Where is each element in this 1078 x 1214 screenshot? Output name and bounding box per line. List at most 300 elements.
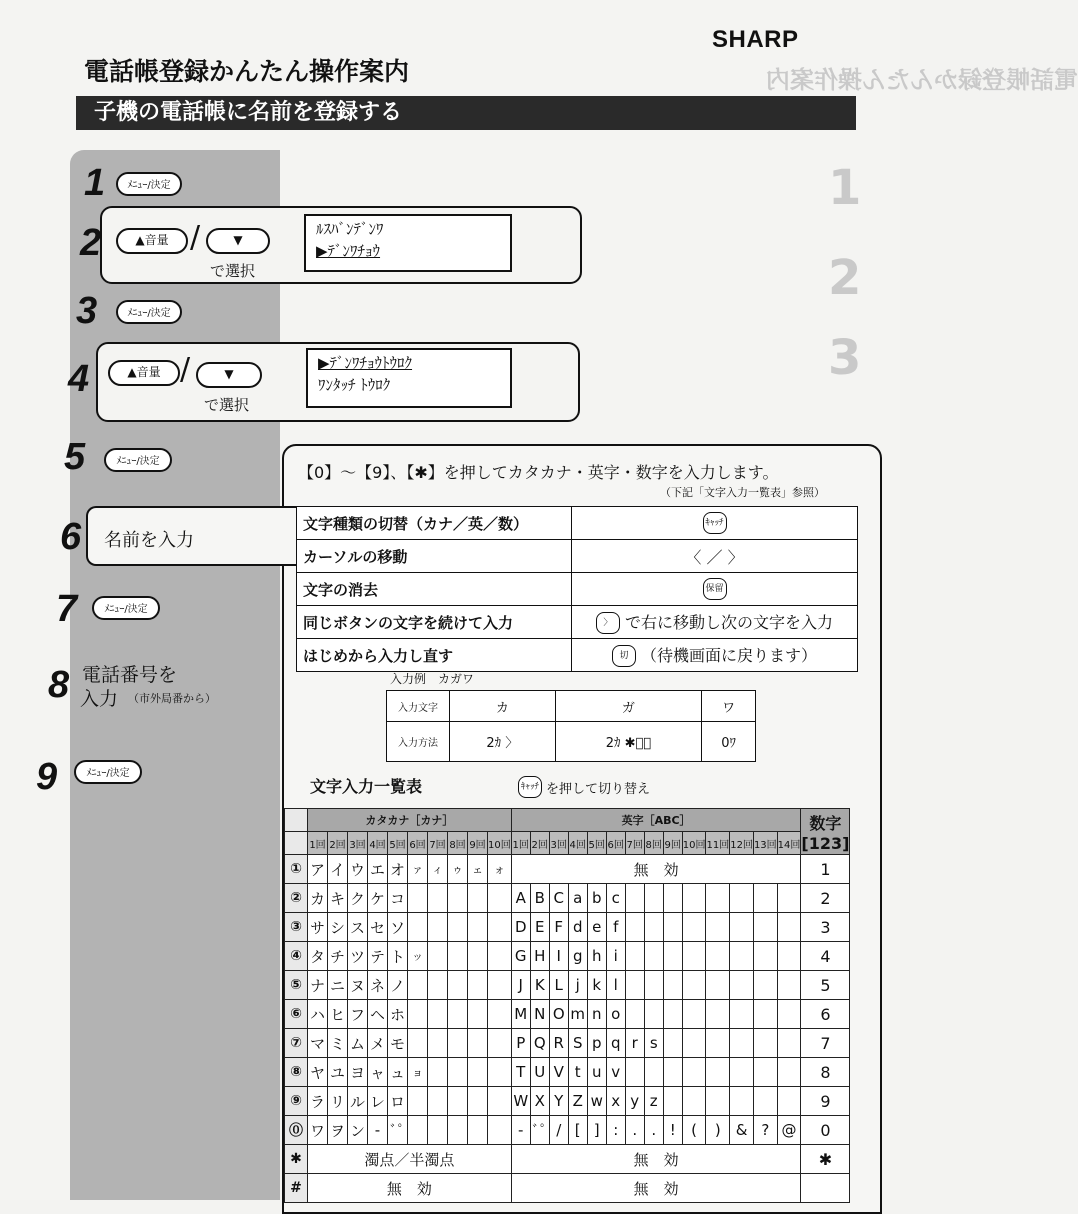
english-cell (625, 1000, 644, 1029)
english-cell (777, 1029, 801, 1058)
kana-cell: キ (328, 884, 348, 913)
kana-cell (448, 1029, 468, 1058)
kana-cell: ァ (408, 855, 428, 884)
table-row (285, 1029, 850, 1058)
kana-cell (468, 942, 488, 971)
english-cell: j (568, 971, 587, 1000)
kana-cell (448, 1116, 468, 1145)
key-cell: ⑥ (285, 1000, 308, 1029)
kana-cell: テ (368, 942, 388, 971)
english-cell (753, 1029, 777, 1058)
ghost-num: 3 (828, 330, 862, 386)
english-cell: F (549, 913, 568, 942)
press-count-header: 7回 (428, 832, 448, 855)
example-char: カ (450, 691, 556, 722)
english-cell (753, 971, 777, 1000)
kana-cell (488, 1087, 512, 1116)
english-cell: - (511, 1116, 530, 1145)
english-cell (730, 884, 754, 913)
table-row (285, 1000, 850, 1029)
volume-up-key-icon: ▲音量 (108, 360, 180, 386)
kana-cell (448, 1058, 468, 1087)
english-cell (753, 884, 777, 913)
volume-up-key-icon: ▲音量 (116, 228, 188, 254)
kana-cell: ヘ (368, 1000, 388, 1029)
english-cell (706, 1000, 730, 1029)
off-key-icon: 切 (612, 645, 636, 667)
kana-cell: ヤ (308, 1058, 328, 1087)
english-cell (682, 942, 706, 971)
step-number: 6 (60, 516, 82, 558)
english-cell (730, 913, 754, 942)
english-cell: l (606, 971, 625, 1000)
kana-cell: ホ (388, 1000, 408, 1029)
key-cell: ③ (285, 913, 308, 942)
english-cell (682, 1087, 706, 1116)
english-cell: M (511, 1000, 530, 1029)
english-cell: L (549, 971, 568, 1000)
kana-cell (428, 942, 448, 971)
english-cell (706, 1029, 730, 1058)
kana-cell: ト (388, 942, 408, 971)
kana-cell: ケ (368, 884, 388, 913)
table-row (285, 1116, 850, 1145)
english-cell (625, 1058, 644, 1087)
number-header (801, 809, 850, 855)
step8-note: （市外局番から） (128, 692, 216, 705)
section-header: 子機の電話帳に名前を登録する (76, 96, 856, 130)
kana-cell: チ (328, 942, 348, 971)
step-number: 7 (56, 588, 78, 630)
english-cell: D (511, 913, 530, 942)
hold-key-icon: 保留 (703, 578, 727, 600)
english-cell (625, 884, 644, 913)
number-cell: 2 (801, 884, 850, 913)
number-cell: 3 (801, 913, 850, 942)
kana-cell: - (368, 1116, 388, 1145)
english-cell: P (511, 1029, 530, 1058)
english-cell: X (530, 1087, 549, 1116)
key-cell: ④ (285, 942, 308, 971)
key-cell: ⑤ (285, 971, 308, 1000)
english-cell: f (606, 913, 625, 942)
step-number: 5 (64, 436, 86, 478)
english-cell (644, 1000, 663, 1029)
kana-cell: ュ (388, 1058, 408, 1087)
english-cell: m (568, 1000, 587, 1029)
english-cell (730, 1000, 754, 1029)
english-cell: u (587, 1058, 606, 1087)
example-char: ガ (555, 691, 702, 722)
kana-cell (408, 1029, 428, 1058)
down-key-icon: ▼ (206, 228, 270, 254)
english-cell (663, 1087, 682, 1116)
kana-cell (468, 1029, 488, 1058)
number-cell: ✱ (801, 1145, 850, 1174)
ghost-num: 1 (828, 160, 862, 216)
english-cell: ( (682, 1116, 706, 1145)
press-count-header: 1回 (511, 832, 530, 855)
char-table-title: 文字入力一覧表 (310, 777, 423, 796)
english-cell: Y (549, 1087, 568, 1116)
english-cell (644, 884, 663, 913)
english-cell (663, 942, 682, 971)
kana-cell (428, 1029, 448, 1058)
english-cell: 無 効 (511, 1174, 801, 1203)
op-label: はじめから入力し直す (297, 639, 572, 672)
english-cell (706, 971, 730, 1000)
press-count-header: 10回 (488, 832, 512, 855)
character-input-table (284, 808, 850, 1203)
english-cell: G (511, 942, 530, 971)
kana-cell (448, 1087, 468, 1116)
select-hint: で選択 (210, 262, 256, 280)
step-number: 3 (76, 290, 98, 332)
kana-cell: ム (348, 1029, 368, 1058)
ghost-num: 2 (828, 250, 862, 306)
kana-cell (448, 913, 468, 942)
english-cell (644, 1058, 663, 1087)
table-row (285, 1174, 850, 1203)
press-count-header: 3回 (348, 832, 368, 855)
kana-cell: ロ (388, 1087, 408, 1116)
english-cell: & (730, 1116, 754, 1145)
header-cell (285, 832, 308, 855)
kana-cell (408, 913, 428, 942)
english-header: 英字［ABC］ (511, 809, 801, 832)
kana-cell: ヨ (348, 1058, 368, 1087)
kana-cell: ナ (308, 971, 328, 1000)
kana-cell: ノ (388, 971, 408, 1000)
english-cell (753, 942, 777, 971)
lcd-display (306, 348, 512, 408)
example-method: 2ｶ 〉 (450, 722, 556, 762)
table-row (387, 722, 756, 762)
english-cell: e (587, 913, 606, 942)
kana-cell: オ (388, 855, 408, 884)
english-cell: 無 効 (511, 855, 801, 884)
kana-cell: レ (368, 1087, 388, 1116)
english-cell: U (530, 1058, 549, 1087)
table-row (285, 1145, 850, 1174)
english-cell: B (530, 884, 549, 913)
english-cell: O (549, 1000, 568, 1029)
english-cell (625, 971, 644, 1000)
english-cell: i (606, 942, 625, 971)
key-cell: ⑧ (285, 1058, 308, 1087)
english-cell (706, 913, 730, 942)
english-cell: I (549, 942, 568, 971)
english-cell (682, 971, 706, 1000)
kana-cell (408, 1087, 428, 1116)
kana-cell: ミ (328, 1029, 348, 1058)
kana-cell: ス (348, 913, 368, 942)
kana-cell: リ (328, 1087, 348, 1116)
kana-cell: ル (348, 1087, 368, 1116)
english-cell: / (549, 1116, 568, 1145)
menu-enter-key-icon: ﾒﾆｭｰ/決定 (116, 172, 182, 196)
catch-kana-key-icon: ｷｬｯﾁ (703, 512, 727, 534)
kana-cell: ゥ (448, 855, 468, 884)
kana-cell: ソ (388, 913, 408, 942)
english-cell: Z (568, 1087, 587, 1116)
english-cell (777, 942, 801, 971)
english-cell: H (530, 942, 549, 971)
english-cell (753, 1087, 777, 1116)
kana-cell (428, 1087, 448, 1116)
kana-cell: ア (308, 855, 328, 884)
table-row (285, 1058, 850, 1087)
english-cell: o (606, 1000, 625, 1029)
english-cell: . (644, 1116, 663, 1145)
english-cell: R (549, 1029, 568, 1058)
op-desc-text: （待機画面に戻ります） (641, 645, 818, 665)
kana-cell: カ (308, 884, 328, 913)
kana-cell: 濁点／半濁点 (308, 1145, 512, 1174)
english-cell (644, 913, 663, 942)
number-cell (801, 1174, 850, 1203)
english-cell (625, 913, 644, 942)
english-cell (777, 913, 801, 942)
kana-cell: メ (368, 1029, 388, 1058)
press-count-header: 13回 (753, 832, 777, 855)
example-label: 入力文字 (387, 691, 450, 722)
english-cell: ﾞﾟ (530, 1116, 549, 1145)
key-cell: # (285, 1174, 308, 1203)
kana-cell: ユ (328, 1058, 348, 1087)
op-label: カーソルの移動 (297, 540, 572, 573)
lcd-line: ▶ﾃﾞﾝﾜﾁｮｳ (316, 242, 381, 260)
kana-cell: コ (388, 884, 408, 913)
lcd-line: ▶ﾃﾞﾝﾜﾁｮｳﾄｳﾛｸ (318, 354, 413, 372)
input-example-table (386, 690, 756, 762)
kana-cell (488, 1116, 512, 1145)
menu-enter-key-icon: ﾒﾆｭｰ/決定 (74, 760, 142, 784)
english-cell (753, 1058, 777, 1087)
english-cell: V (549, 1058, 568, 1087)
english-cell: d (568, 913, 587, 942)
kana-cell (468, 1116, 488, 1145)
english-cell (706, 1087, 730, 1116)
kana-cell: ハ (308, 1000, 328, 1029)
english-cell (730, 1029, 754, 1058)
kana-cell: ﾞﾟ (388, 1116, 408, 1145)
english-cell: z (644, 1087, 663, 1116)
table-header-row (285, 832, 850, 855)
kana-cell: ョ (408, 1058, 428, 1087)
english-cell: p (587, 1029, 606, 1058)
english-cell (625, 942, 644, 971)
input-reference: （下記「文字入力一覧表」参照） (660, 486, 825, 499)
press-count-header: 6回 (408, 832, 428, 855)
english-cell (777, 1000, 801, 1029)
op-desc: 〈 ／ 〉 (572, 540, 858, 573)
kana-cell (428, 913, 448, 942)
english-cell (777, 884, 801, 913)
down-key-icon: ▼ (196, 362, 262, 388)
english-cell (777, 971, 801, 1000)
kana-cell (448, 971, 468, 1000)
english-cell (644, 971, 663, 1000)
table-header-row (285, 809, 850, 832)
kana-cell: マ (308, 1029, 328, 1058)
kana-cell (428, 1058, 448, 1087)
english-cell (753, 1000, 777, 1029)
press-count-header: 1回 (308, 832, 328, 855)
kana-cell: エ (368, 855, 388, 884)
number-header-label: [123] (801, 833, 850, 853)
english-cell: E (530, 913, 549, 942)
menu-enter-key-icon: ﾒﾆｭｰ/決定 (116, 300, 182, 324)
english-cell: : (606, 1116, 625, 1145)
kana-cell (488, 1029, 512, 1058)
press-count-header: 5回 (388, 832, 408, 855)
kana-cell: ェ (468, 855, 488, 884)
english-cell: ! (663, 1116, 682, 1145)
key-cell: ⓪ (285, 1116, 308, 1145)
kana-cell (488, 971, 512, 1000)
kana-cell (468, 971, 488, 1000)
slash: / (180, 352, 191, 387)
kana-cell: ウ (348, 855, 368, 884)
kana-cell (408, 884, 428, 913)
example-label: 入力方法 (387, 722, 450, 762)
english-cell (730, 942, 754, 971)
key-cell: ⑦ (285, 1029, 308, 1058)
kana-cell (448, 884, 468, 913)
kana-cell: ャ (368, 1058, 388, 1087)
table-row (297, 507, 858, 540)
english-cell: J (511, 971, 530, 1000)
step-number: 8 (48, 664, 70, 706)
op-label: 文字種類の切替（カナ／英／数） (297, 507, 572, 540)
english-cell: b (587, 884, 606, 913)
press-count-header: 10回 (682, 832, 706, 855)
kana-cell: ヲ (328, 1116, 348, 1145)
table-row (297, 573, 858, 606)
slash: / (190, 220, 201, 255)
press-count-header: 5回 (587, 832, 606, 855)
kana-cell: ン (348, 1116, 368, 1145)
table-row (297, 639, 858, 672)
kana-cell: フ (348, 1000, 368, 1029)
english-cell: w (587, 1087, 606, 1116)
kana-cell (488, 1000, 512, 1029)
menu-enter-key-icon: ﾒﾆｭｰ/決定 (104, 448, 172, 472)
english-cell (730, 1058, 754, 1087)
input-intro: 【0】～【9】、【✱】を押してカタカナ・英字・数字を入力します。 (298, 463, 779, 482)
kana-cell (408, 1000, 428, 1029)
english-cell: 無 効 (511, 1145, 801, 1174)
english-cell: T (511, 1058, 530, 1087)
kana-cell: ッ (408, 942, 428, 971)
menu-enter-key-icon: ﾒﾆｭｰ/決定 (92, 596, 160, 620)
kana-cell (468, 1087, 488, 1116)
kana-cell: ク (348, 884, 368, 913)
english-cell: x (606, 1087, 625, 1116)
english-cell: n (587, 1000, 606, 1029)
select-hint: で選択 (204, 396, 250, 414)
kana-cell (468, 913, 488, 942)
number-cell: 5 (801, 971, 850, 1000)
key-cell: ② (285, 884, 308, 913)
kana-cell (428, 1116, 448, 1145)
op-label: 文字の消去 (297, 573, 572, 606)
press-count-header: 3回 (549, 832, 568, 855)
kana-cell: イ (328, 855, 348, 884)
kana-cell: ィ (428, 855, 448, 884)
kana-cell: ワ (308, 1116, 328, 1145)
number-cell: 1 (801, 855, 850, 884)
english-cell (730, 1087, 754, 1116)
number-cell: 9 (801, 1087, 850, 1116)
key-cell: ⑨ (285, 1087, 308, 1116)
press-count-header: 14回 (777, 832, 801, 855)
press-count-header: 8回 (644, 832, 663, 855)
kana-cell (448, 1000, 468, 1029)
kana-cell (488, 884, 512, 913)
english-cell: ? (753, 1116, 777, 1145)
kana-cell (428, 1000, 448, 1029)
kana-cell: ラ (308, 1087, 328, 1116)
kana-cell (428, 884, 448, 913)
english-cell: y (625, 1087, 644, 1116)
english-cell: W (511, 1087, 530, 1116)
number-cell: 6 (801, 1000, 850, 1029)
page-title: 電話帳登録かんたん操作案内 (84, 57, 410, 86)
english-cell: . (625, 1116, 644, 1145)
kana-header: カタカナ［カナ］ (308, 809, 512, 832)
english-cell (682, 1029, 706, 1058)
kana-cell: ヒ (328, 1000, 348, 1029)
english-cell: ) (706, 1116, 730, 1145)
kana-cell: ツ (348, 942, 368, 971)
op-desc (572, 507, 858, 540)
kana-cell (408, 971, 428, 1000)
english-cell: t (568, 1058, 587, 1087)
english-cell: a (568, 884, 587, 913)
press-count-header: 12回 (730, 832, 754, 855)
step-number: 1 (84, 162, 106, 204)
table-row (285, 1087, 850, 1116)
lcd-line: ﾜﾝﾀｯﾁ ﾄｳﾛｸ (318, 376, 391, 394)
op-desc (572, 639, 858, 672)
english-cell: Q (530, 1029, 549, 1058)
english-cell (644, 942, 663, 971)
press-count-header: 7回 (625, 832, 644, 855)
op-desc-text: で右に移動し次の文字を入力 (625, 612, 834, 632)
english-cell: ] (587, 1116, 606, 1145)
key-cell: ① (285, 855, 308, 884)
table-row (285, 942, 850, 971)
press-count-header: 9回 (663, 832, 682, 855)
table-row (297, 540, 858, 573)
english-cell (682, 1058, 706, 1087)
number-cell: 4 (801, 942, 850, 971)
kana-cell: ォ (488, 855, 512, 884)
step-number: 9 (36, 756, 58, 798)
number-cell: 8 (801, 1058, 850, 1087)
kana-cell: ニ (328, 971, 348, 1000)
table-row (297, 606, 858, 639)
english-cell: q (606, 1029, 625, 1058)
kana-cell: ヌ (348, 971, 368, 1000)
kana-cell: サ (308, 913, 328, 942)
step8-label: 入力 (80, 688, 119, 710)
kana-cell (488, 1058, 512, 1087)
english-cell: s (644, 1029, 663, 1058)
kana-cell (428, 971, 448, 1000)
